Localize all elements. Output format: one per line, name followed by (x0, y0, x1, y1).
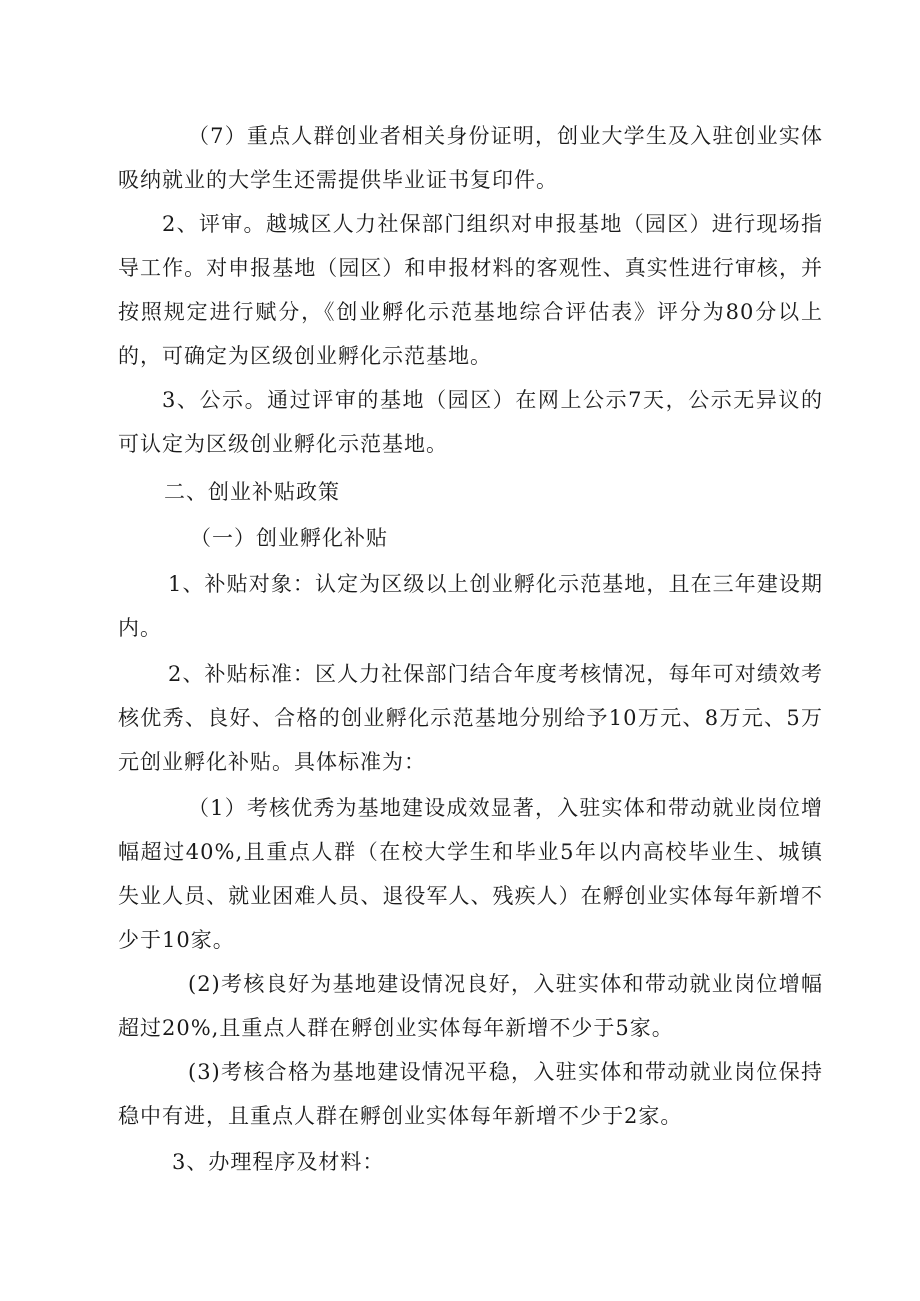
paragraph-subsidy-standard: 2、补贴标准：区人力社保部门结合年度考核情况，每年可对绩效考核优秀、良好、合格的创业孵化示范基地分别给予10万元、8万元、5万元创业孵化补贴。具体标准为： (118, 662, 823, 774)
paragraph-excellent-criteria: （1）考核优秀为基地建设成效显著，入驻实体和带动就业岗位增幅超过40%,且重点人群（在校大学生和毕业5年以内高校毕业生、城镇失业人员、就业困难人员、退役军人、残疾人）在孵创业实体每年新增不少于10家。 (118, 796, 823, 952)
section-heading-subsidy-policy: 二、创业补贴政策 (164, 480, 340, 504)
heading-procedure-materials: 3、办理程序及材料： (172, 1150, 385, 1174)
paragraph-review: 2、评审。越城区人力社保部门组织对申报基地（园区）进行现场指导工作。对申报基地（园区）和申报材料的客观性、真实性进行审核，并按照规定进行赋分，《创业孵化示范基地综合评估表》评分为80分以上的，可确定为区级创业孵化示范基地。 (118, 212, 823, 368)
paragraph-subsidy-target: 1、补贴对象：认定为区级以上创业孵化示范基地，且在三年建设期内。 (118, 572, 823, 640)
paragraph-identity-proof: （7）重点人群创业者相关身份证明，创业大学生及入驻创业实体吸纳就业的大学生还需提供毕业证书复印件。 (118, 124, 823, 192)
subsection-heading-incubation-subsidy: （一）创业孵化补贴 (190, 526, 388, 550)
paragraph-good-criteria: (2)考核良好为基地建设情况良好，入驻实体和带动就业岗位增幅超过20%,且重点人群在孵创业实体每年新增不少于5家。 (118, 972, 823, 1040)
paragraph-publicity: 3、公示。通过评审的基地（园区）在网上公示7天，公示无异议的可认定为区级创业孵化示范基地。 (118, 388, 823, 456)
paragraph-qualified-criteria: (3)考核合格为基地建设情况平稳，入驻实体和带动就业岗位保持稳中有进，且重点人群在孵创业实体每年新增不少于2家。 (118, 1060, 823, 1128)
